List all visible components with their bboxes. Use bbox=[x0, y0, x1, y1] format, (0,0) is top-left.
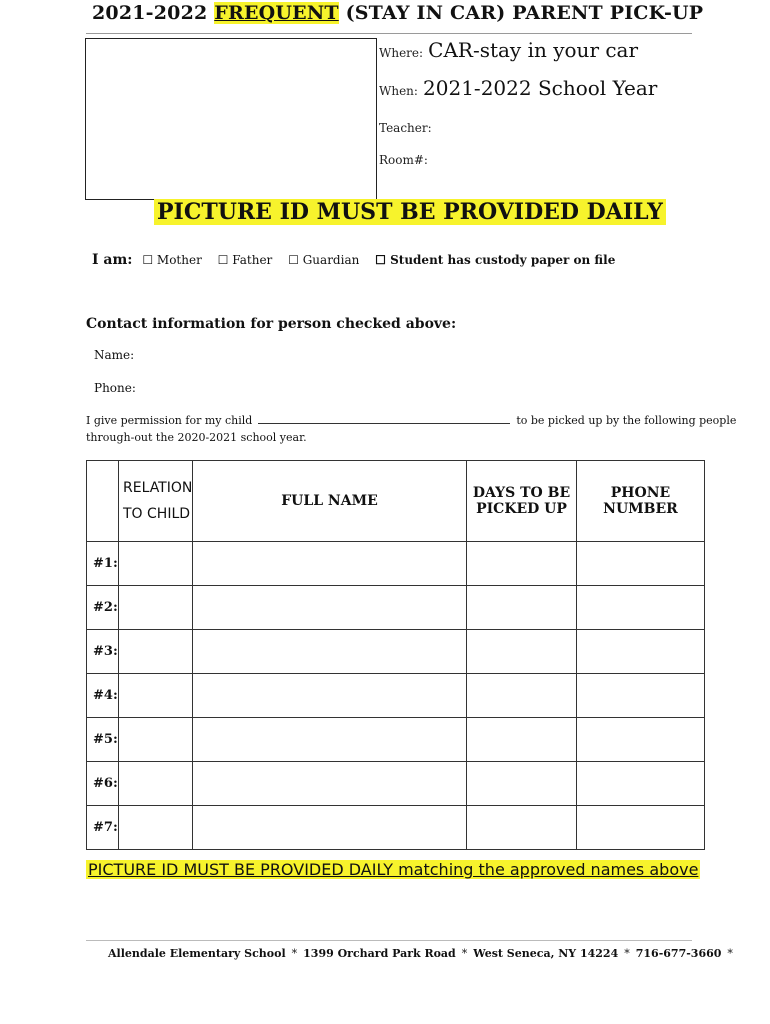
days-cell[interactable] bbox=[467, 762, 577, 806]
table-row bbox=[87, 586, 705, 630]
picture-id-footer-banner: PICTURE ID MUST BE PROVIDED DAILY matching the approved names above bbox=[88, 860, 699, 879]
days-cell[interactable] bbox=[467, 542, 577, 586]
days-cell[interactable] bbox=[467, 718, 577, 762]
relation-cell[interactable] bbox=[119, 718, 193, 762]
footer-city: West Seneca, NY 14224 bbox=[473, 947, 619, 960]
full-name-cell[interactable] bbox=[193, 630, 467, 674]
table-row bbox=[87, 674, 705, 718]
relation-cell[interactable] bbox=[119, 674, 193, 718]
phone-cell[interactable] bbox=[577, 630, 705, 674]
picture-id-banner: PICTURE ID MUST BE PROVIDED DAILY bbox=[154, 199, 666, 225]
header-number bbox=[87, 461, 119, 542]
checkbox-icon[interactable]: ☐ bbox=[288, 253, 299, 267]
phone-cell[interactable] bbox=[577, 762, 705, 806]
table-header-row bbox=[87, 461, 705, 542]
full-name-cell[interactable] bbox=[193, 806, 467, 850]
relation-cell[interactable] bbox=[119, 762, 193, 806]
title-year: 2021-2022 bbox=[92, 2, 215, 24]
contact-phone-label[interactable]: Phone: bbox=[94, 381, 136, 395]
contact-name-label[interactable]: Name: bbox=[94, 348, 135, 362]
footer-sep: * bbox=[461, 947, 468, 960]
full-name-cell[interactable] bbox=[193, 674, 467, 718]
title-divider bbox=[86, 33, 692, 34]
phone-cell[interactable] bbox=[577, 806, 705, 850]
full-name-cell[interactable] bbox=[193, 542, 467, 586]
full-name-cell[interactable] bbox=[193, 762, 467, 806]
phone-cell[interactable] bbox=[577, 542, 705, 586]
table-row bbox=[87, 542, 705, 586]
footer-phone: 716-677-3660 bbox=[635, 947, 722, 960]
where-value: CAR-stay in your car bbox=[428, 38, 639, 62]
room-label[interactable]: Room#: bbox=[379, 153, 428, 167]
checkbox-icon[interactable]: ☐ bbox=[375, 253, 386, 267]
row-number: #6: bbox=[87, 762, 119, 806]
relation-cell[interactable] bbox=[119, 542, 193, 586]
header-full-name: FULL NAME bbox=[193, 461, 467, 542]
when-label: When: bbox=[379, 84, 418, 98]
full-name-cell[interactable] bbox=[193, 586, 467, 630]
child-name-blank[interactable] bbox=[258, 413, 510, 424]
footer-divider bbox=[86, 940, 692, 941]
footer-address: 1399 Orchard Park Road bbox=[303, 947, 456, 960]
checkbox-icon[interactable]: ☐ bbox=[217, 253, 229, 267]
phone-cell[interactable] bbox=[577, 586, 705, 630]
where-label: Where: bbox=[379, 46, 424, 60]
photo-placeholder[interactable] bbox=[85, 38, 377, 200]
row-number: #4: bbox=[87, 674, 119, 718]
days-cell[interactable] bbox=[467, 586, 577, 630]
table-row bbox=[87, 762, 705, 806]
days-cell[interactable] bbox=[467, 674, 577, 718]
title-highlight: FREQUENT bbox=[214, 2, 339, 24]
when-value: 2021-2022 School Year bbox=[423, 76, 658, 100]
row-number: #7: bbox=[87, 806, 119, 850]
iam-row bbox=[92, 252, 627, 268]
header-phone: PHONE NUMBER bbox=[577, 461, 705, 542]
relation-cell[interactable] bbox=[119, 630, 193, 674]
relation-cell[interactable] bbox=[119, 586, 193, 630]
footer-sep: * bbox=[624, 947, 630, 960]
header-relation: RELATION TO CHILD bbox=[119, 461, 193, 542]
table-row bbox=[87, 718, 705, 762]
checkbox-icon[interactable]: ☐ bbox=[142, 253, 154, 267]
title-rest: (STAY IN CAR) PARENT PICK-UP bbox=[338, 2, 704, 24]
permission-line-1 bbox=[86, 413, 736, 427]
phone-cell[interactable] bbox=[577, 674, 705, 718]
row-number: #2: bbox=[87, 586, 119, 630]
days-cell[interactable] bbox=[467, 630, 577, 674]
permission-post: to be picked up by the following people bbox=[516, 414, 737, 427]
contact-heading: Contact information for person checked above: bbox=[86, 316, 457, 332]
option-mother[interactable]: ☐ Mother bbox=[142, 253, 202, 267]
permission-pre: I give permission for my child bbox=[86, 414, 253, 427]
option-custody[interactable]: ☐ Student has custody paper on file bbox=[375, 253, 616, 267]
table-row bbox=[87, 630, 705, 674]
phone-cell[interactable] bbox=[577, 718, 705, 762]
relation-cell[interactable] bbox=[119, 806, 193, 850]
footer-sep: * bbox=[727, 947, 733, 960]
option-father[interactable]: ☐ Father bbox=[217, 253, 273, 267]
full-name-cell[interactable] bbox=[193, 718, 467, 762]
footer bbox=[108, 947, 739, 960]
pickup-table bbox=[86, 460, 705, 850]
row-number: #1: bbox=[87, 542, 119, 586]
option-guardian[interactable]: ☐ Guardian bbox=[288, 253, 360, 267]
footer-school: Allendale Elementary School bbox=[108, 947, 286, 960]
days-cell[interactable] bbox=[467, 806, 577, 850]
when-field bbox=[379, 76, 657, 100]
row-number: #3: bbox=[87, 630, 119, 674]
permission-line-2: through-out the 2020-2021 school year. bbox=[86, 431, 307, 444]
row-number: #5: bbox=[87, 718, 119, 762]
table-row bbox=[87, 806, 705, 850]
where-field bbox=[379, 38, 638, 62]
page-title bbox=[92, 2, 703, 24]
iam-label: I am: bbox=[92, 252, 133, 268]
footer-sep: * bbox=[291, 947, 298, 960]
teacher-label[interactable]: Teacher: bbox=[379, 121, 432, 135]
header-days: DAYS TO BE PICKED UP bbox=[467, 461, 577, 542]
